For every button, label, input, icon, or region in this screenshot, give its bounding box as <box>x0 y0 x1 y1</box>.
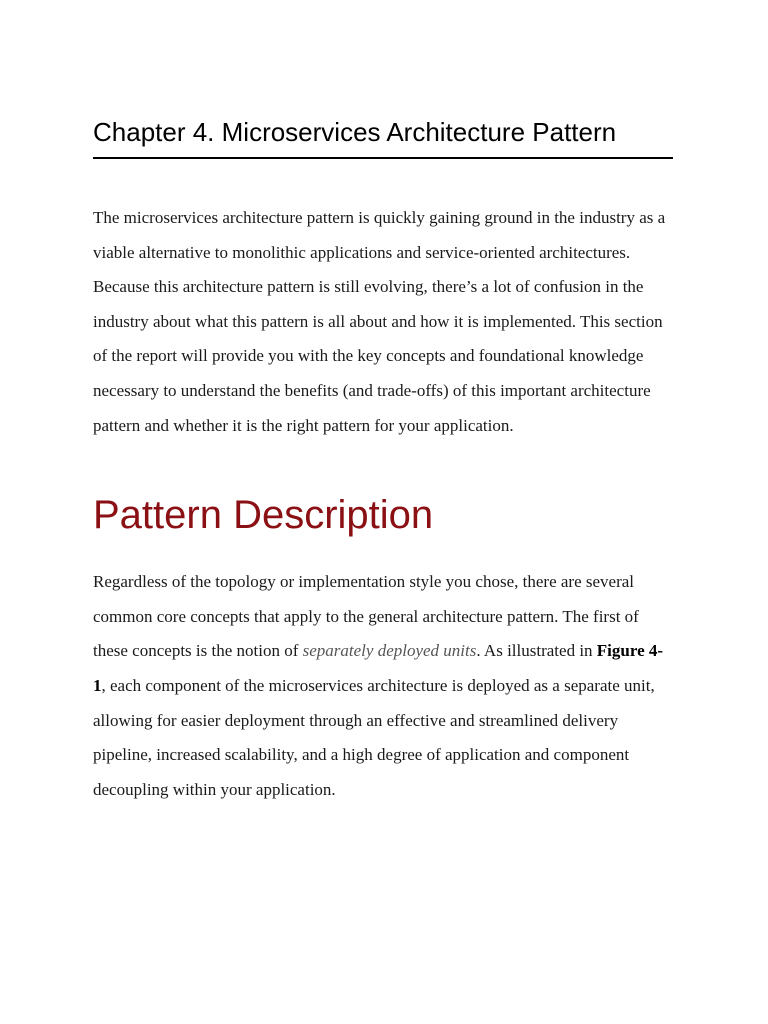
emphasis-term: separately deployed units <box>302 641 477 661</box>
section-heading: Pattern Description <box>93 493 434 538</box>
section-text-part1: Regardless of the topology or implementation style you chose, there are several common core concepts that apply to the general architecture pattern. The first of these concepts is the notion of <box>93 572 639 661</box>
section-text-part2: . As illustrated in <box>476 641 597 661</box>
intro-paragraph: The microservices architecture pattern is quickly gaining ground in the industry as a viable alternative to monolithic applications and service-oriented architectures. Because this architecture pattern is still evolving, there’s a lot of confusion in the industry about what this pattern is all about and how it is implemented. This section of the report will provide you with the key concepts and foundational knowledge necessary to understand the benefits (and trade-offs) of this important architecture pattern and whether it is the right pattern for your application. <box>93 208 666 435</box>
section-paragraph <box>93 565 673 807</box>
figure-reference-link[interactable]: Figure 4-1 <box>93 641 664 695</box>
document-page <box>93 116 673 807</box>
section-text-part3: , each component of the microservices architecture is deployed as a separate unit, allowing for easier deployment through an effective and streamlined delivery pipeline, increased scalability, and a high degree of application and component decoupling within your application. <box>93 675 655 799</box>
chapter-title: Chapter 4. Microservices Architecture Pattern <box>93 116 673 159</box>
